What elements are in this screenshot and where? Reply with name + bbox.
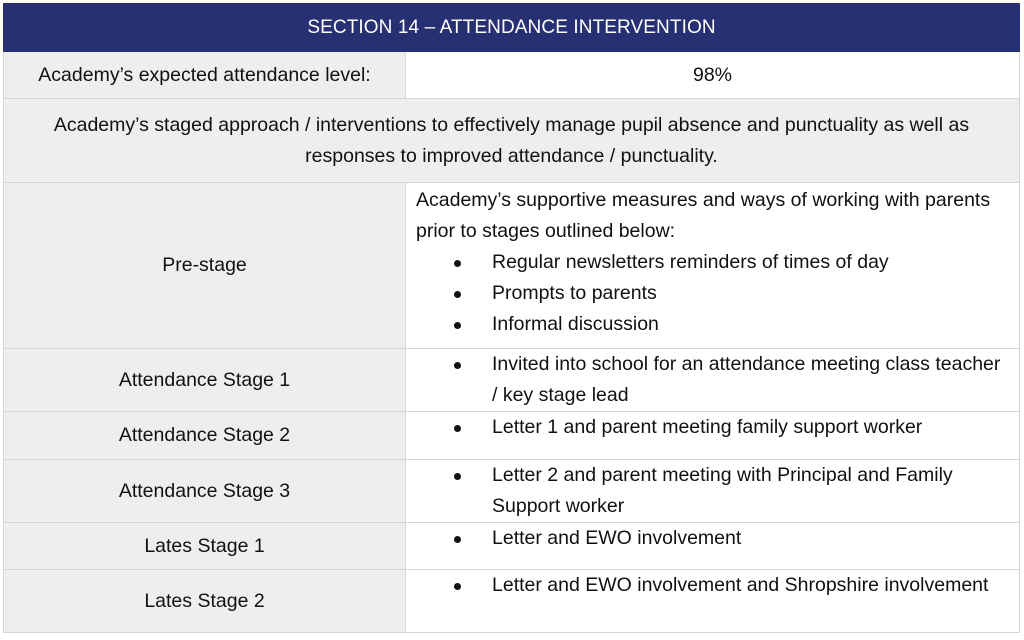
staged-approach-text: Academy’s staged approach / interventions to effectively manage pupil absence and punctuality as well as responses to improved attendance / punctuality.: [4, 99, 1020, 183]
stage-details: [406, 460, 1020, 523]
list-item-text: Informal discussion: [492, 313, 659, 335]
list-item-text: Prompts to parents: [492, 282, 657, 304]
list-item: [406, 349, 1019, 411]
section-title: SECTION 14 – ATTENDANCE INTERVENTION: [4, 4, 1020, 52]
stage-row: [4, 460, 1020, 523]
list-item: [406, 309, 1019, 340]
stage-label: Lates Stage 2: [4, 570, 406, 633]
bullet-icon: [454, 291, 461, 298]
stage-actions-list: [406, 523, 1019, 554]
list-item: [406, 412, 1019, 443]
list-item: [406, 570, 1019, 601]
stage-actions-list: [406, 460, 1019, 522]
stage-row: [4, 412, 1020, 460]
stage-label: Pre-stage: [4, 183, 406, 349]
stage-row: [4, 349, 1020, 412]
list-item-text: Letter 1 and parent meeting family support worker: [492, 416, 923, 438]
list-item-text: Letter and EWO involvement: [492, 527, 742, 549]
bullet-icon: [454, 473, 461, 480]
stage-intro-text: Academy’s supportive measures and ways of working with parents prior to stages outlined below:: [416, 189, 991, 242]
stage-details: [406, 570, 1020, 633]
bullet-icon: [454, 425, 461, 432]
bullet-icon: [454, 583, 461, 590]
stage-row: [4, 183, 1020, 349]
expected-attendance-label: Academy’s expected attendance level:: [4, 52, 406, 99]
list-item-text: Letter 2 and parent meeting with Principal and Family Support worker: [492, 464, 953, 517]
list-item-text: Regular newsletters reminders of times of day: [492, 251, 889, 273]
stage-label: Attendance Stage 2: [4, 412, 406, 460]
list-item-text: Invited into school for an attendance meeting class teacher / key stage lead: [492, 353, 1001, 406]
stage-details: [406, 349, 1020, 412]
staged-approach-row: [4, 99, 1020, 183]
expected-attendance-value: 98%: [406, 52, 1020, 99]
stage-label: Attendance Stage 3: [4, 460, 406, 523]
stage-label: Lates Stage 1: [4, 523, 406, 570]
stage-details: [406, 523, 1020, 570]
stage-measures-list: [406, 247, 1019, 340]
stage-row: [4, 570, 1020, 633]
stage-details: [406, 412, 1020, 460]
stage-details: [406, 183, 1020, 349]
bullet-icon: [454, 260, 461, 267]
attendance-intervention-table: [3, 3, 1020, 633]
list-item: [406, 523, 1019, 554]
list-item-text: Letter and EWO involvement and Shropshire involvement: [492, 574, 989, 596]
expected-attendance-row: [4, 52, 1020, 99]
stage-actions-list: [406, 349, 1019, 411]
list-item: [406, 460, 1019, 522]
stage-row: [4, 523, 1020, 570]
stage-actions-list: [406, 412, 1019, 443]
stage-actions-list: [406, 570, 1019, 601]
bullet-icon: [454, 322, 461, 329]
bullet-icon: [454, 536, 461, 543]
stage-label: Attendance Stage 1: [4, 349, 406, 412]
section-header-row: [4, 4, 1020, 52]
bullet-icon: [454, 362, 461, 369]
list-item: [406, 278, 1019, 309]
list-item: [406, 247, 1019, 278]
